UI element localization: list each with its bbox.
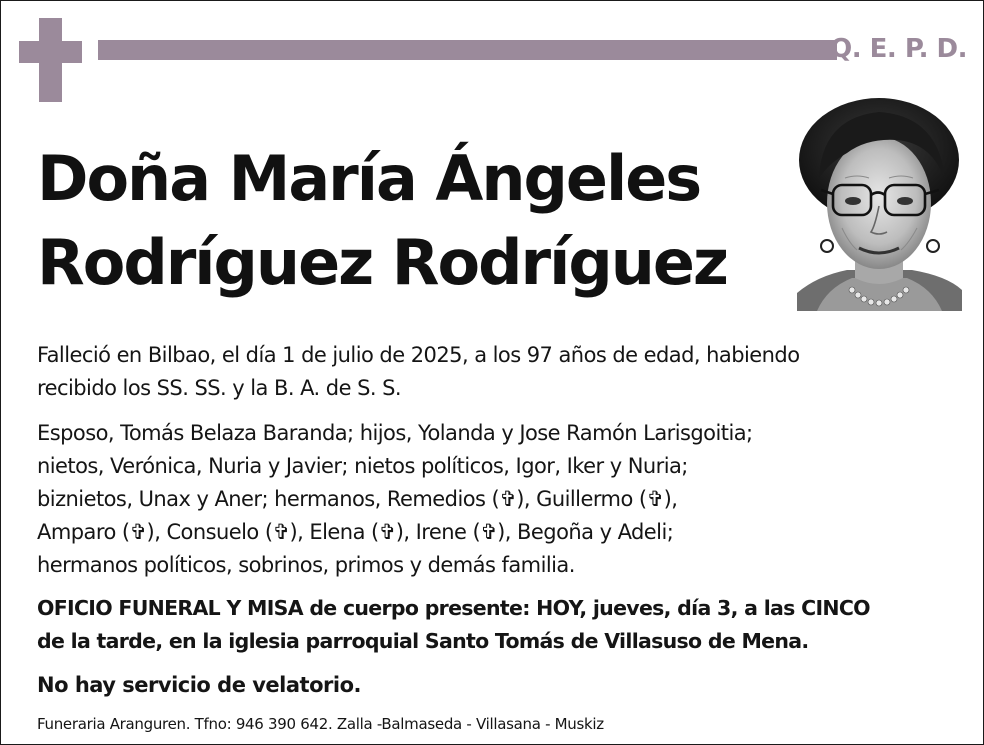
portrait-photo [797, 98, 962, 311]
family-line: nietos, Verónica, Nuria y Javier; nietos políticos, Igor, Iker y Nuria; [37, 454, 688, 478]
qepd-label: Q. E. P. D. [830, 34, 967, 64]
death-notice-paragraph [37, 339, 800, 405]
death-notice-line: recibido los SS. SS. y la B. A. de S. S. [37, 376, 402, 400]
funeral-line: de la tarde, en la iglesia parroquial Santo Tomás de Villasuso de Mena. [37, 629, 809, 653]
funeral-paragraph [37, 592, 870, 658]
latin-cross-icon [19, 18, 82, 102]
family-line: biznietos, Unax y Aner; hermanos, Remedios (✞), Guillermo (✞), [37, 487, 678, 511]
family-line: Esposo, Tomás Belaza Baranda; hijos, Yolanda y Jose Ramón Larisgoitia; [37, 421, 753, 445]
wake-paragraph: No hay servicio de velatorio. [37, 673, 361, 697]
family-paragraph [37, 417, 753, 582]
family-line: Amparo (✞), Consuelo (✞), Elena (✞), Irene (✞), Begoña y Adeli; [37, 520, 674, 544]
death-notice-line: Falleció en Bilbao, el día 1 de julio de 2025, a los 97 años de edad, habiendo [37, 343, 800, 367]
funeral-line: OFICIO FUNERAL Y MISA de cuerpo presente: HOY, jueves, día 3, a las CINCO [37, 596, 870, 620]
header-rule [98, 40, 837, 60]
family-line: hermanos políticos, sobrinos, primos y demás familia. [37, 553, 575, 577]
funeral-home-footer: Funeraria Aranguren. Tfno: 946 390 642. Zalla -Balmaseda - Villasana - Muskiz [37, 715, 604, 733]
deceased-name [37, 137, 727, 305]
deceased-name-line-1: Doña María Ángeles [37, 142, 701, 215]
deceased-name-line-2: Rodríguez Rodríguez [37, 226, 727, 299]
